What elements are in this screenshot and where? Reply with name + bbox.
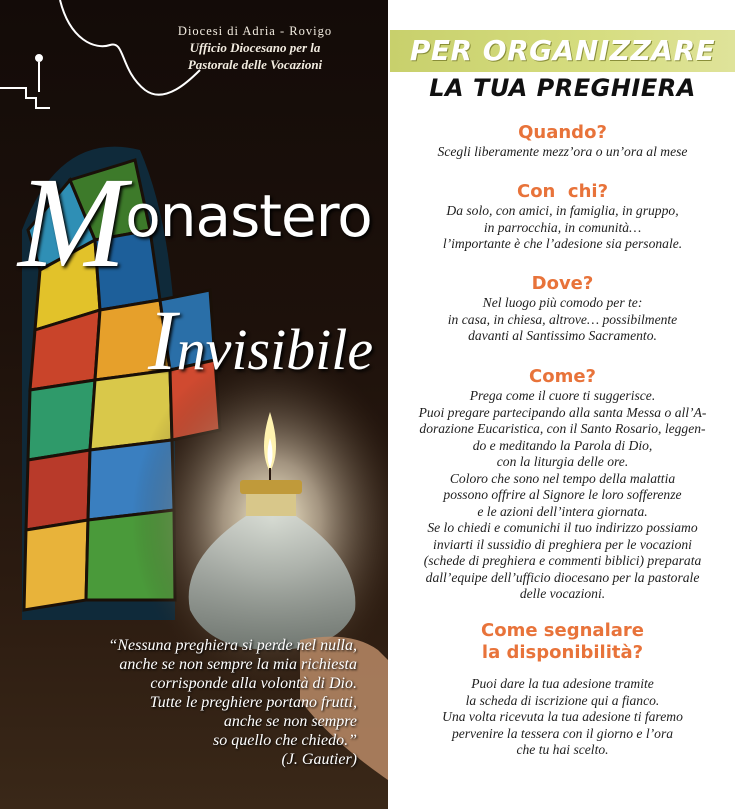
section-line: dorazione Eucaristica, con il Santo Rosario, leggen-: [419, 421, 706, 436]
title-rest: onastero: [125, 182, 372, 250]
section-heading: la disponibilità?: [481, 642, 644, 663]
section-line: che tu hai scelto.: [516, 742, 609, 757]
section-dove: [388, 273, 737, 345]
diocese-name: Diocesi di Adria - Rovigo: [177, 24, 333, 38]
diocese-header: [140, 24, 370, 73]
quote-line: so quello che chiedo.”: [213, 732, 357, 749]
subtitle-rest: nvisibile: [176, 317, 374, 382]
section-line: Una volta ricevuta la tua adesione ti faremo: [442, 709, 683, 724]
section-line: pervenire la tessera con il giorno e l’ora: [451, 725, 674, 741]
section-come: [388, 366, 737, 603]
section-line: in casa, in chiesa, altrove… possibilmente: [447, 311, 678, 327]
section-line: (schede di preghiera e commenti biblici) preparata: [423, 553, 702, 568]
section-quando: [388, 122, 737, 161]
section-line: Prega come il cuore ti suggerisce.: [469, 388, 656, 403]
quote-line: corrisponde alla volontà di Dio.: [150, 675, 357, 692]
quote-line: “Nessuna preghiera si perde nel nulla,: [108, 637, 357, 654]
subtitle-initial: I: [148, 292, 177, 388]
office-line-1: Ufficio Diocesano per la: [189, 40, 321, 55]
section-line: Da solo, con amici, in famiglia, in gruppo,: [446, 203, 679, 218]
section-line: dall’equipe dell’ufficio diocesano per la pastorale: [425, 569, 700, 585]
section-line: delle vocazioni.: [519, 586, 606, 601]
section-line: Scegli liberamente mezz’ora o un’ora al mese: [437, 144, 688, 159]
quote-line: anche se non sempre la mia richiesta: [119, 656, 357, 673]
section-line: Puoi dare la tua adesione tramite: [471, 676, 654, 691]
section-line: in parrocchia, in comunità…: [483, 219, 642, 235]
section-line: con la liturgia delle ore.: [496, 454, 629, 469]
quote-line: anche se non sempre: [223, 713, 357, 730]
section-come-segnalare: [388, 620, 737, 759]
section-line: davanti al Santissimo Sacramento.: [468, 328, 657, 343]
section-heading: Con chi?: [516, 181, 609, 202]
section-con-chi: [388, 181, 737, 253]
section-line: la scheda di iscrizione qui a fianco.: [465, 692, 660, 708]
title-invisibile: [148, 290, 373, 390]
section-line: Se lo chiedi e comunichi il tuo indirizzo possiamo: [427, 520, 698, 535]
section-heading: Come segnalare: [481, 620, 644, 641]
section-line: Coloro che sono nel tempo della malattia: [449, 470, 676, 486]
section-line: e le azioni dell’intera giornata.: [477, 503, 648, 519]
section-heading: Come?: [529, 366, 596, 387]
title-initial: M: [18, 151, 126, 295]
section-line: inviarti il sussidio di preghiera per le vocazioni: [433, 536, 692, 552]
section-heading: Quando?: [518, 122, 607, 143]
info-panel: [388, 0, 737, 809]
banner-title: PER ORGANIZZARE: [409, 34, 716, 67]
section-line: do e meditando la Parola di Dio,: [472, 437, 653, 453]
quote-block: [52, 636, 357, 769]
quote-author: (J. Gautier): [281, 751, 357, 768]
title-monastero: [18, 151, 372, 295]
section-line: l’importante è che l’adesione sia personale.: [442, 236, 683, 251]
section-line: Puoi pregare partecipando alla santa Messa o all’A-: [418, 404, 707, 420]
quote-line: Tutte le preghiere portano frutti,: [149, 694, 357, 711]
panel-subtitle: LA TUA PREGHIERA: [429, 74, 696, 102]
section-heading: Dove?: [531, 273, 594, 294]
banner: [390, 30, 735, 72]
section-line: Nel luogo più comodo per te:: [482, 295, 643, 310]
office-line-2: Pastorale delle Vocazioni: [187, 57, 323, 72]
section-line: possono offrire al Signore le loro sofferenze: [443, 487, 682, 502]
